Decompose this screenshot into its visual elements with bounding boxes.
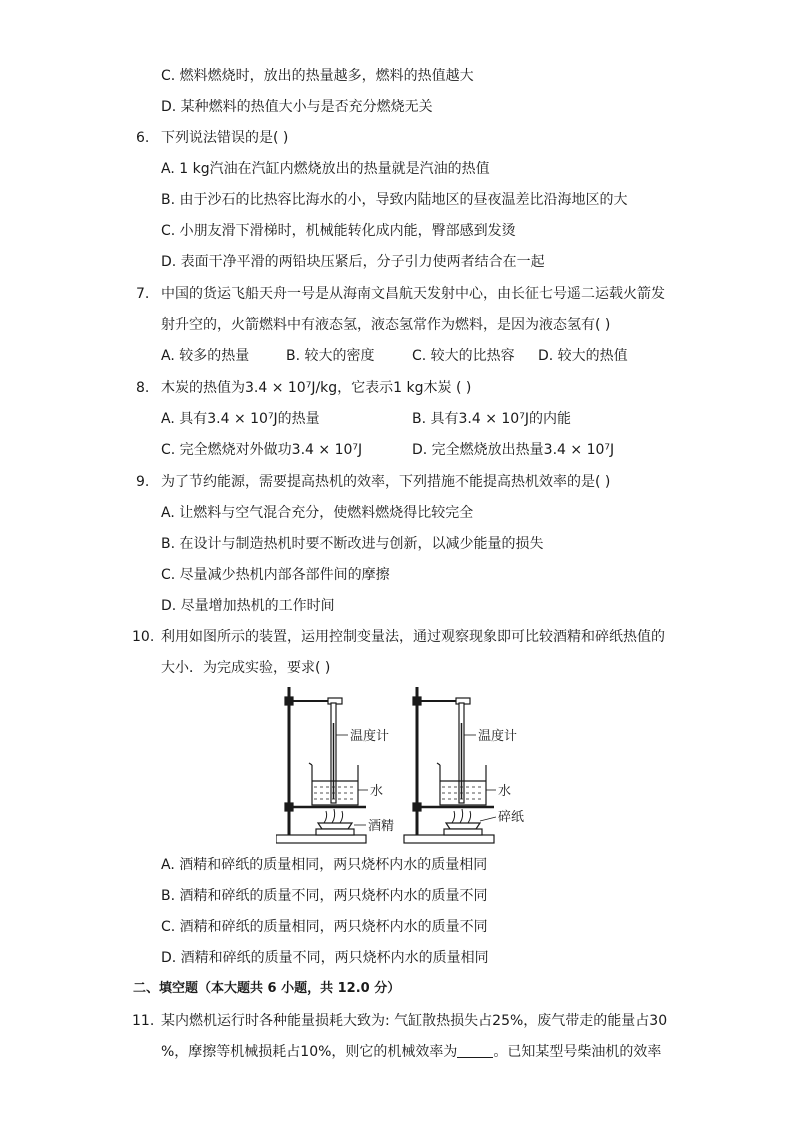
q10-option-d: D. 酒精和碎纸的质量不同，两只烧杯内水的质量相同: [161, 950, 489, 966]
label-thermometer-right: 温度计: [478, 729, 518, 744]
left-burner: [318, 823, 352, 829]
q7-number: 7.: [136, 286, 150, 302]
q11-line2: [161, 1042, 661, 1062]
q10-option-c: C. 酒精和碎纸的质量相同，两只烧杯内水的质量不同: [161, 919, 488, 935]
q11-number: 11.: [132, 1013, 155, 1029]
q8-stem: 木炭的热值为3.4 × 10⁷J/kg，它表示1 kg木炭 ( ): [161, 380, 472, 396]
q10-stem-line2: 大小．为完成实验，要求( ): [161, 660, 331, 676]
q6-number: 6.: [136, 130, 150, 146]
experiment-figure: [276, 683, 536, 848]
q6-option-b: B. 由于沙石的比热容比海水的小，导致内陆地区的昼夜温差比沿海地区的大: [161, 192, 628, 208]
left-stand-base: [276, 835, 366, 843]
q8-number: 8.: [136, 380, 150, 396]
q10-option-b: B. 酒精和碎纸的质量不同，两只烧杯内水的质量不同: [161, 888, 488, 904]
q11-answer-blank[interactable]: [457, 1043, 493, 1058]
q9-option-a: A. 让燃料与空气混合充分，使燃料燃烧得比较完全: [161, 505, 474, 521]
q7-stem-line2: 射升空的，火箭燃料中有液态氢，液态氢常作为燃料，是因为液态氢有( ): [161, 317, 611, 333]
q8-option-d: D. 完全燃烧放出热量3.4 × 10⁷J: [412, 442, 615, 458]
q5-option-c: C. 燃料燃烧时，放出的热量越多，燃料的热值越大: [161, 68, 474, 84]
q10-number: 10.: [132, 629, 155, 645]
q8-option-c: C. 完全燃烧对外做功3.4 × 10⁷J: [161, 442, 363, 458]
q9-option-d: D. 尽量增加热机的工作时间: [161, 598, 335, 614]
q7-option-a: A. 较多的热量: [161, 348, 250, 364]
q7-stem-line1: 中国的货运飞船天舟一号是从海南文昌航天发射中心，由长征七号遥二运载火箭发: [161, 286, 665, 302]
label-paper: 碎纸: [498, 810, 525, 825]
q11-line2-part-a: %，摩擦等机械损耗占10%，则它的机械效率为: [161, 1044, 458, 1060]
q8-option-b: B. 具有3.4 × 10⁷J的内能: [412, 411, 571, 427]
label-water-right: 水: [498, 784, 512, 799]
q10-option-a: A. 酒精和碎纸的质量相同，两只烧杯内水的质量相同: [161, 857, 488, 873]
q6-stem: 下列说法错误的是( ): [161, 130, 289, 146]
right-apparatus: [404, 687, 496, 843]
left-apparatus: [276, 687, 368, 843]
label-alcohol: 酒精: [368, 819, 395, 834]
q10-stem-line1: 利用如图所示的装置，运用控制变量法，通过观察现象即可比较酒精和碎纸热值的: [161, 629, 665, 645]
q9-number: 9.: [136, 474, 150, 490]
q9-stem: 为了节约能源，需要提高热机的效率，下列措施不能提高热机效率的是( ): [161, 474, 611, 490]
section-2-title: 二、填空题（本大题共 6 小题，共 12.0 分）: [133, 981, 401, 996]
label-water-left: 水: [370, 784, 384, 799]
q8-option-a: A. 具有3.4 × 10⁷J的热量: [161, 411, 320, 427]
q6-option-c: C. 小朋友滑下滑梯时，机械能转化成内能，臀部感到发烫: [161, 223, 516, 239]
q9-option-b: B. 在设计与制造热机时要不断改进与创新，以减少能量的损失: [161, 536, 544, 552]
right-burner: [446, 823, 480, 829]
q9-option-c: C. 尽量减少热机内部各部件间的摩擦: [161, 567, 390, 583]
q6-option-d: D. 表面干净平滑的两铅块压紧后，分子引力使两者结合在一起: [161, 254, 545, 270]
label-thermometer-left: 温度计: [350, 729, 390, 744]
q7-option-b: B. 较大的密度: [286, 348, 375, 364]
q7-option-c: C. 较大的比热容: [412, 348, 515, 364]
q6-option-a: A. 1 kg汽油在汽缸内燃烧放出的热量就是汽油的热值: [161, 161, 490, 177]
q11-line1: 某内燃机运行时各种能量损耗大致为: 气缸散热损失占25%，废气带走的能量占30: [161, 1013, 668, 1029]
q7-option-d: D. 较大的热值: [538, 348, 628, 364]
right-stand-base: [404, 835, 494, 843]
q11-line2-part-b: 。已知某型号柴油机的效率: [493, 1044, 662, 1060]
q5-option-d: D. 某种燃料的热值大小与是否充分燃烧无关: [161, 99, 433, 115]
